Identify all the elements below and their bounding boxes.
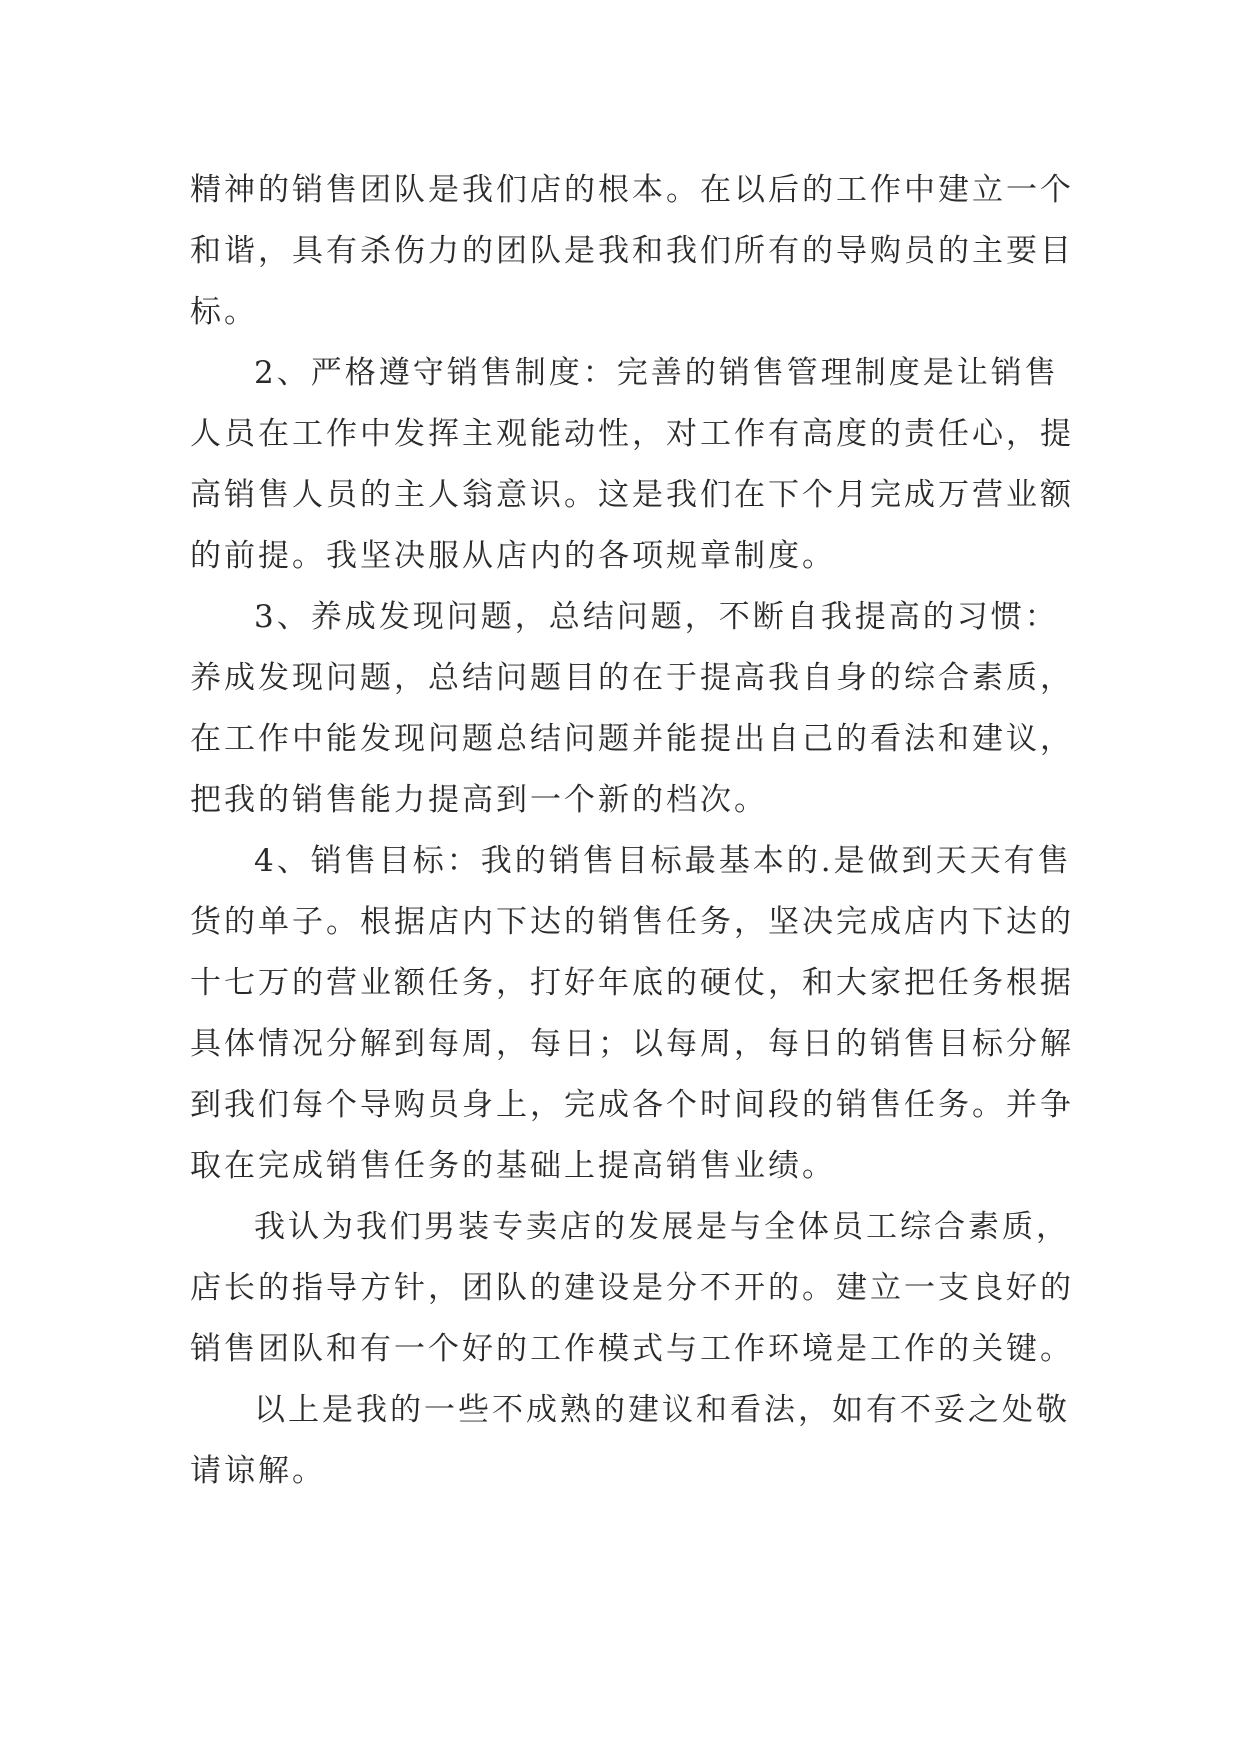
text-line: 具体情况分解到每周，每日；以每周，每日的销售目标分解 — [190, 1026, 1074, 1062]
text-line: 2、严格遵守销售制度：完善的销售管理制度是让销售 — [254, 355, 1059, 391]
text-line: 货的单子。根据店内下达的销售任务，坚决完成店内下达的 — [190, 904, 1074, 940]
text-line: 在工作中能发现问题总结问题并能提出自己的看法和建议， — [190, 721, 1074, 757]
text-line: 4、销售目标：我的销售目标最基本的.是做到天天有售 — [254, 843, 1072, 879]
text-line: 销售团队和有一个好的工作模式与工作环境是工作的关键。 — [190, 1331, 1074, 1367]
text-line: 养成发现问题，总结问题目的在于提高我自身的综合素质， — [190, 660, 1074, 696]
text-line: 我认为我们男装专卖店的发展是与全体员工综合素质， — [254, 1209, 1070, 1245]
text-line: 和谐，具有杀伤力的团队是我和我们所有的导购员的主要目 — [190, 233, 1074, 269]
text-line: 的前提。我坚决服从店内的各项规章制度。 — [190, 538, 836, 574]
text-line: 到我们每个导购员身上，完成各个时间段的销售任务。并争 — [190, 1087, 1074, 1123]
text-line: 把我的销售能力提高到一个新的档次。 — [190, 782, 768, 818]
text-line: 十七万的营业额任务，打好年底的硬仗，和大家把任务根据 — [190, 965, 1074, 1001]
text-line: 以上是我的一些不成熟的建议和看法，如有不妥之处敬 — [254, 1392, 1070, 1428]
text-line: 请谅解。 — [190, 1453, 326, 1489]
text-line: 人员在工作中发挥主观能动性，对工作有高度的责任心，提 — [190, 416, 1074, 452]
body-text — [190, 160, 1074, 1502]
text-line: 标。 — [190, 294, 258, 330]
text-line: 3、养成发现问题，总结问题，不断自我提高的习惯： — [254, 599, 1059, 635]
text-line: 精神的销售团队是我们店的根本。在以后的工作中建立一个 — [190, 172, 1074, 208]
text-line: 高销售人员的主人翁意识。这是我们在下个月完成万营业额 — [190, 477, 1074, 513]
text-line: 取在完成销售任务的基础上提高销售业绩。 — [190, 1148, 836, 1184]
text-line: 店长的指导方针，团队的建设是分不开的。建立一支良好的 — [190, 1270, 1074, 1306]
